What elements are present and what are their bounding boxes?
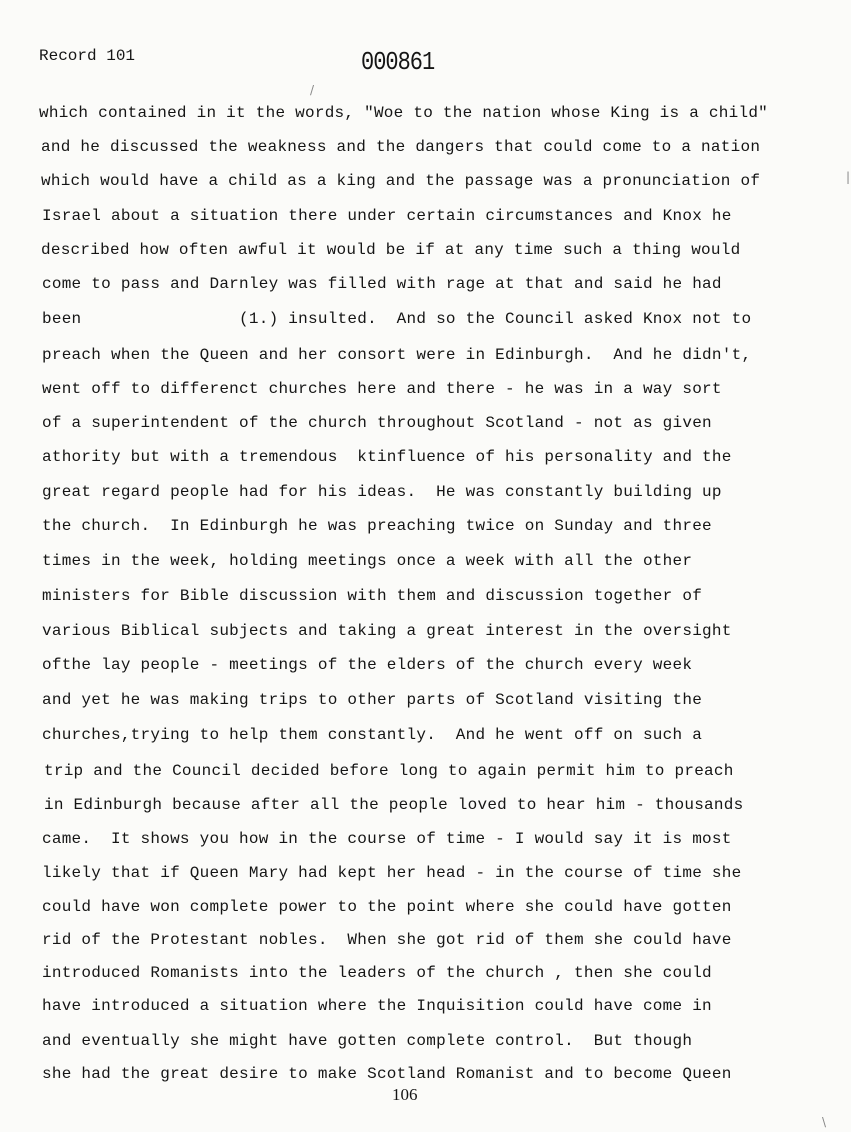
body-line: described how often awful it would be if at any time such a thing would bbox=[41, 241, 741, 259]
record-label: Record 101 bbox=[39, 47, 136, 65]
margin-mark: | bbox=[846, 170, 851, 184]
body-line: could have won complete power to the point where she could have gotten bbox=[42, 898, 732, 916]
body-line: have introduced a situation where the Inquisition could have come in bbox=[42, 997, 712, 1015]
document-number: 000861 bbox=[361, 48, 435, 78]
body-line: she had the great desire to make Scotland Romanist and to become Queen bbox=[42, 1065, 732, 1083]
body-line: preach when the Queen and her consort were in Edinburgh. And he didn't, bbox=[42, 346, 752, 364]
body-line: Israel about a situation there under certain circumstances and Knox he bbox=[42, 207, 732, 225]
page-number: 106 bbox=[392, 1085, 418, 1104]
body-line: trip and the Council decided before long to again permit him to preach bbox=[44, 762, 734, 780]
body-line: introduced Romanists into the leaders of the church , then she could bbox=[42, 964, 712, 982]
body-line: come to pass and Darnley was filled with rage at that and said he had bbox=[42, 275, 722, 293]
body-line: ofthe lay people - meetings of the elders of the church every week bbox=[42, 656, 693, 674]
body-line: churches,trying to help them constantly. And he went off on such a bbox=[42, 726, 703, 744]
body-line: and he discussed the weakness and the dangers that could come to a nation bbox=[41, 138, 761, 156]
body-line: been (1.) insulted. And so the Council asked Knox not to bbox=[42, 310, 752, 328]
body-line: the church. In Edinburgh he was preaching twice on Sunday and three bbox=[42, 517, 712, 535]
body-line: various Biblical subjects and taking a great interest in the oversight bbox=[42, 622, 732, 640]
body-line: went off to differenct churches here and there - he was in a way sort bbox=[42, 380, 722, 398]
body-line: times in the week, holding meetings once a week with all the other bbox=[42, 552, 693, 570]
body-line: came. It shows you how in the course of time - I would say it is most bbox=[42, 830, 732, 848]
body-line: rid of the Protestant nobles. When she got rid of them she could have bbox=[42, 931, 732, 949]
body-line: athority but with a tremendous ktinfluence of his personality and the bbox=[42, 448, 732, 466]
body-line: and eventually she might have gotten complete control. But though bbox=[42, 1032, 693, 1050]
body-line: which contained in it the words, "Woe to the nation whose King is a child" bbox=[39, 104, 769, 122]
body-line: great regard people had for his ideas. He was constantly building up bbox=[42, 483, 722, 501]
pencil-mark: / bbox=[310, 83, 315, 97]
body-line: of a superintendent of the church throughout Scotland - not as given bbox=[42, 414, 712, 432]
body-line: likely that if Queen Mary had kept her head - in the course of time she bbox=[42, 864, 742, 882]
body-line: which would have a child as a king and the passage was a pronunciation of bbox=[41, 172, 761, 190]
body-line: in Edinburgh because after all the people loved to hear him - thousands bbox=[44, 796, 744, 814]
body-line: and yet he was making trips to other parts of Scotland visiting the bbox=[42, 691, 703, 709]
body-line: ministers for Bible discussion with them and discussion together of bbox=[42, 587, 703, 605]
corner-mark: \ bbox=[822, 1115, 827, 1129]
